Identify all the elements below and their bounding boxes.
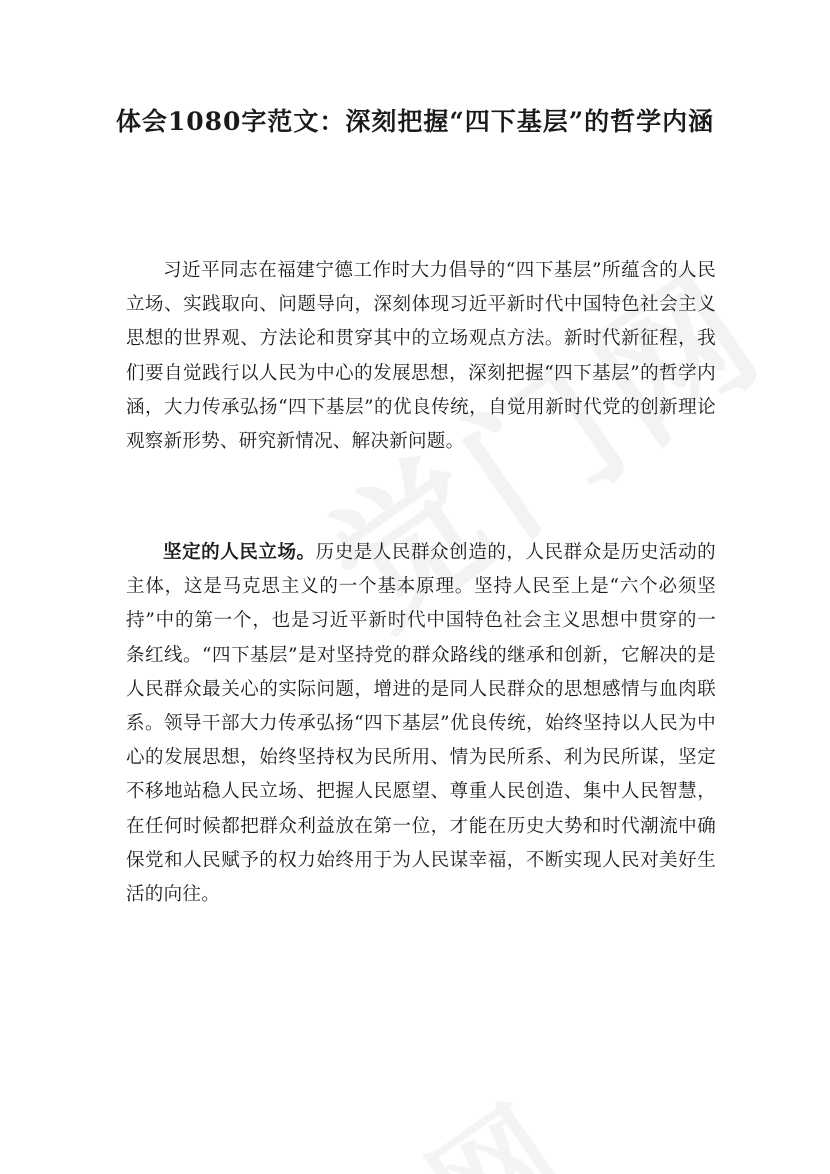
paragraph-intro: 习近平同志在福建宁德工作时大力倡导的“四下基层”所蕴含的人民立场、实践取向、问题导向，深刻体现习近平新时代中国特色社会主义思想的世界观、方法论和贯穿其中的立场观点方法。新时代新征程，我们要自觉践行以人民为中心的发展思想，深刻把握“四下基层”的哲学内涵，大力传承弘扬“四下基层”的优良传统，自觉用新时代党的创新理论观察新形势、研究新情况、解决新问题。 bbox=[126, 260, 716, 453]
document-title: 体会1080字范文：深刻把握“四下基层”的哲学内涵 bbox=[115, 107, 715, 136]
watermark-secondary bbox=[392, 1061, 589, 1174]
paragraph-lead-heading: 坚定的人民立场。 bbox=[163, 542, 316, 563]
paragraph-people-stance bbox=[126, 536, 716, 912]
paragraph-body: 历史是人民群众创造的，人民群众是历史活动的主体，这是马克思主义的一个基本原理。坚持人民至上是“六个必须坚持”中的第一个，也是习近平新时代中国特色社会主义思想中贯穿的一条红线。“四下基层”是对坚持党的群众路线的继承和创新，它解决的是人民群众最关心的实际问题，增进的是同人民群众的思想感情与血肉联系。领导干部大力传承弘扬“四下基层”优良传统，始终坚持以人民为中心的发展思想，始终坚持权为民所用、情为民所系、利为民所谋，坚定不移地站稳人民立场、把握人民愿望、尊重人民创造、集中人民智慧，在任何时候都把群众利益放在第一位，才能在历史大势和时代潮流中确保党和人民赋予的权力始终用于为人民谋幸福，不断实现人民对美好生活的向往。 bbox=[126, 542, 716, 906]
